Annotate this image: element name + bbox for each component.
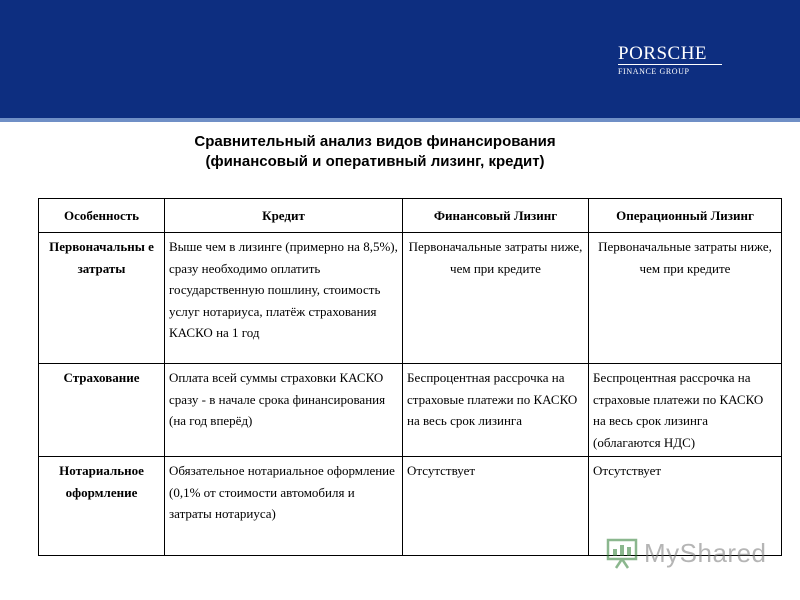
logo-brand-main: PORSCHE [618,44,722,65]
cell-credit: Обязательное нотариальное оформление (0,1% от стоимости автомобиля и затраты нотариуса) [165,457,403,556]
cell-financial-leasing: Отсутствует [403,457,589,556]
banner-stripe [0,118,800,122]
title-line-2: (финансовый и оперативный лизинг, кредит) [205,153,545,170]
table-header-row [39,199,782,233]
row-feature: Нотариальное оформление [39,457,165,556]
presentation-board-icon [606,537,640,569]
top-banner [0,0,800,118]
porsche-finance-logo [618,44,722,77]
logo-brand-sub: FINANCE GROUP [618,67,690,76]
table-row [39,364,782,457]
cell-operational-leasing: Первоначальные затраты ниже, чем при кредите [589,233,782,364]
title-line-1: Сравнительный анализ видов финансирования [194,133,556,150]
header-financial-leasing: Финансовый Лизинг [403,199,589,233]
cell-credit: Выше чем в лизинге (примерно на 8,5%), сразу необходимо оплатить государственную пошлину, стоимость услуг нотариуса, платёж страхования КАСКО на 1 год [165,233,403,364]
row-feature: Страхование [39,364,165,457]
table-row [39,233,782,364]
cell-financial-leasing: Беспроцентная рассрочка на страховые платежи по КАСКО на весь срок лизинга [403,364,589,457]
header-feature: Особенность [39,199,165,233]
cell-financial-leasing: Первоначальные затраты ниже, чем при кредите [403,233,589,364]
slide-title [140,132,610,172]
header-operational-leasing: Операционный Лизинг [589,199,782,233]
cell-operational-leasing: Беспроцентная рассрочка на страховые платежи по КАСКО на весь срок лизинга (облагаются НДС) [589,364,782,457]
cell-credit: Оплата всей суммы страховки КАСКО сразу - в начале срока финансирования (на год вперёд) [165,364,403,457]
comparison-table [38,198,782,556]
row-feature: Первоначальны е затраты [39,233,165,364]
watermark-text: MyShared [644,538,767,568]
header-credit: Кредит [165,199,403,233]
watermark [606,535,776,573]
cell-operational-leasing: Отсутствует [589,457,782,556]
